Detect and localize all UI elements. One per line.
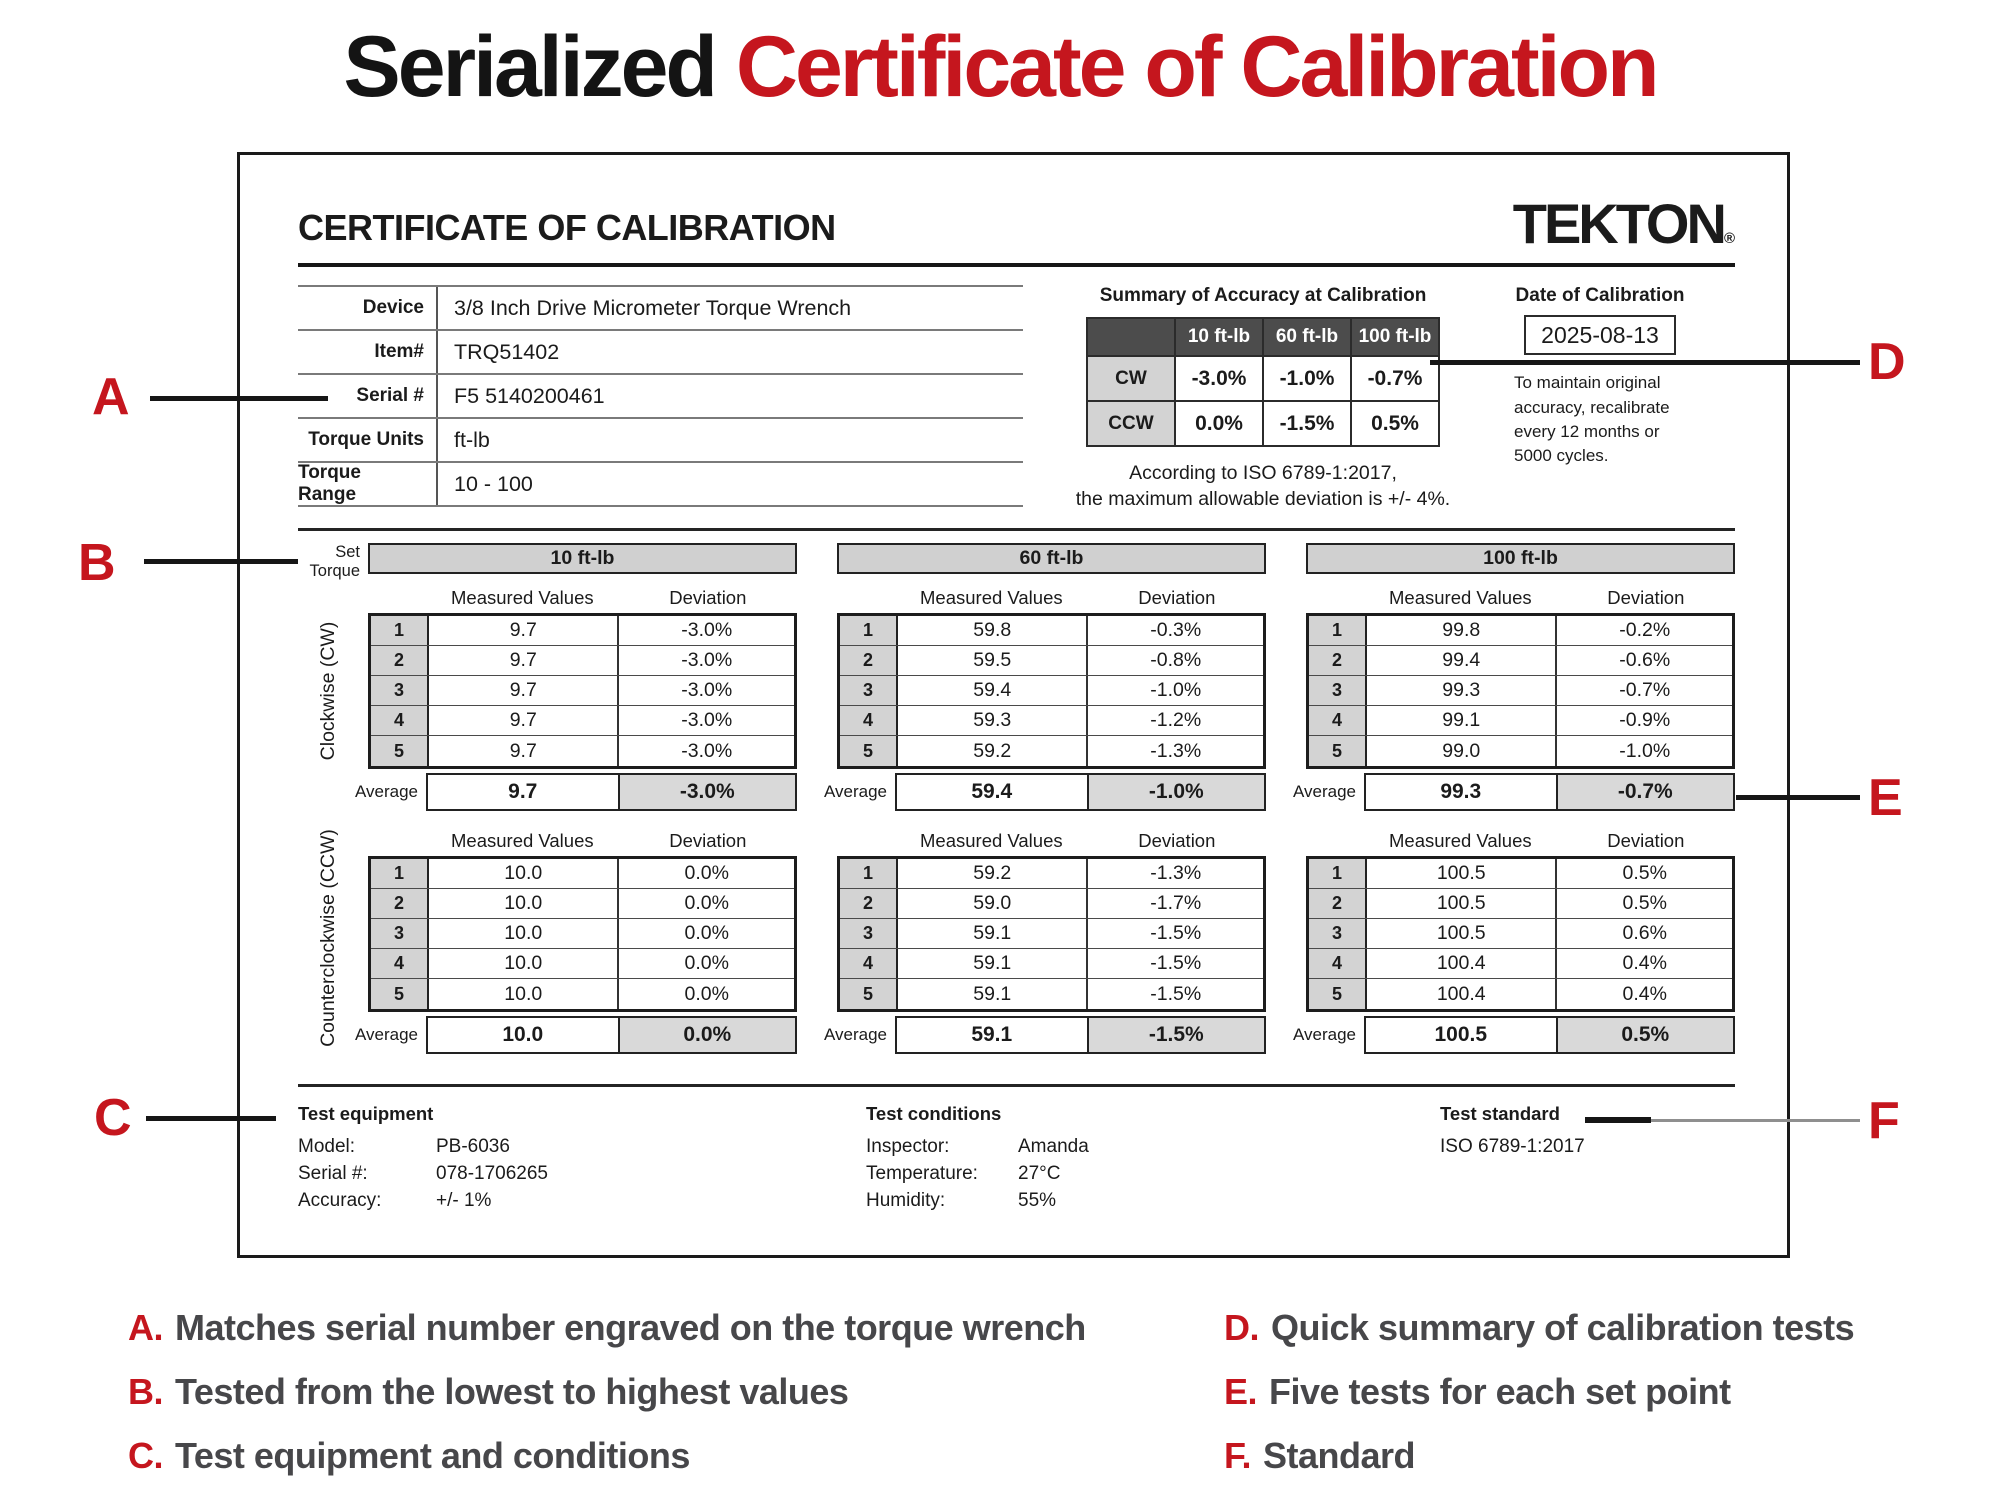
- measurement-row: [371, 979, 794, 1009]
- device-info-value: ft-lb: [454, 427, 490, 452]
- measurement-row: [1309, 646, 1732, 676]
- trial-number: 3: [371, 676, 429, 705]
- average-row: [823, 1016, 1266, 1054]
- measurement-row: [371, 889, 794, 919]
- annotation-letter-f: F: [1868, 1092, 1900, 1150]
- footer-row: [298, 1187, 866, 1214]
- deviation-value: -0.2%: [1619, 619, 1671, 642]
- deviation-value: -3.0%: [681, 739, 733, 762]
- legend-letter-c: C.: [128, 1435, 163, 1476]
- section-divider: [298, 528, 1735, 531]
- summary-title: Summary of Accuracy at Calibration: [1099, 285, 1427, 307]
- trial-number: 3: [1309, 676, 1367, 705]
- deviation-value: -0.8%: [1150, 649, 1202, 672]
- measured-value: 100.5: [1367, 859, 1557, 888]
- footer-row-label: Model:: [298, 1136, 356, 1158]
- device-info-label: Serial #: [298, 375, 438, 417]
- deviation-note: [1068, 461, 1458, 512]
- legend-letter-e: E.: [1224, 1371, 1258, 1412]
- summary-value: -1.5%: [1263, 401, 1351, 446]
- deviation-value: 0.0%: [684, 862, 729, 885]
- trial-number: 5: [371, 979, 429, 1009]
- set-torque-label-line1: Set: [335, 543, 360, 562]
- date-of-calibration-block: [1500, 285, 1700, 512]
- summary-table: [1086, 317, 1440, 447]
- legend-text-a: Matches serial number engraved on the torque wrench: [175, 1307, 1086, 1348]
- measurement-row: [840, 859, 1263, 889]
- footer-row-label: Humidity:: [866, 1190, 946, 1212]
- legend-item-f: [1224, 1432, 1415, 1480]
- legend-text-d: Quick summary of calibration tests: [1271, 1307, 1855, 1348]
- measurement-grid: [368, 613, 797, 769]
- deviation-value: -1.5%: [1150, 982, 1202, 1005]
- legend-text-f: Standard: [1263, 1435, 1416, 1476]
- measurement-grid: [368, 856, 797, 1012]
- summary-row: [1087, 356, 1439, 401]
- trial-number: 5: [1309, 736, 1367, 766]
- calibration-date-value: 2025-08-13: [1524, 315, 1676, 355]
- average-label: Average: [354, 1025, 418, 1045]
- deviation-header: Deviation: [1607, 830, 1685, 852]
- measured-value: 59.5: [898, 646, 1088, 675]
- trial-number: 4: [371, 949, 429, 978]
- page-title: [0, 18, 2000, 117]
- measured-value: 99.8: [1367, 616, 1557, 645]
- footer-row-label: Temperature:: [866, 1163, 978, 1185]
- footer-row: [866, 1133, 1440, 1160]
- device-info-row: [298, 463, 1023, 507]
- legend-item-e: [1224, 1368, 1731, 1416]
- measurement-row: [1309, 736, 1732, 766]
- footer-row: [866, 1187, 1440, 1214]
- measured-value: 10.0: [429, 859, 619, 888]
- measured-value: 99.1: [1367, 706, 1557, 735]
- measured-value: 9.7: [429, 646, 619, 675]
- device-info-row: [298, 331, 1023, 375]
- certificate-top-section: [298, 285, 1735, 512]
- legend-text-e: Five tests for each set point: [1269, 1371, 1731, 1412]
- footer-row-value: PB-6036: [436, 1136, 510, 1158]
- trial-number: 4: [840, 949, 898, 978]
- deviation-value: -1.3%: [1150, 862, 1202, 885]
- summary-col-header: 10 ft-lb: [1175, 318, 1263, 356]
- measured-value: 59.1: [898, 949, 1088, 978]
- certificate-sheet: [237, 152, 1790, 1258]
- counterclockwise-tables: [354, 825, 1735, 1054]
- clockwise-tables: [354, 582, 1735, 811]
- deviation-value: -3.0%: [681, 679, 733, 702]
- annotation-line-e: [1736, 795, 1860, 800]
- deviation-value: 0.5%: [1622, 862, 1667, 885]
- measurement-row: [371, 676, 794, 706]
- deviation-value: 0.0%: [684, 892, 729, 915]
- measurement-table-header: [368, 825, 797, 856]
- set-torque-bars: [368, 543, 1735, 574]
- average-measured-value: 59.1: [895, 1016, 1089, 1054]
- average-measured-value: 10.0: [426, 1016, 620, 1054]
- measurement-row: [840, 736, 1263, 766]
- deviation-value: 0.0%: [684, 922, 729, 945]
- measurement-row: [840, 616, 1263, 646]
- average-deviation-value: -0.7%: [1558, 773, 1735, 811]
- date-of-calibration-label: Date of Calibration: [1515, 285, 1685, 307]
- measurement-row: [1309, 706, 1732, 736]
- trial-number: 3: [840, 676, 898, 705]
- measurement-row: [840, 889, 1263, 919]
- annotation-letter-e: E: [1868, 769, 1903, 827]
- measurement-section: [298, 543, 1735, 1054]
- average-deviation-value: 0.5%: [1558, 1016, 1735, 1054]
- measured-value: 9.7: [429, 736, 619, 766]
- trial-number: 2: [1309, 646, 1367, 675]
- trial-number: 4: [840, 706, 898, 735]
- set-torque-label: [298, 543, 360, 580]
- legend-text-c: Test equipment and conditions: [175, 1435, 690, 1476]
- test-equipment-block: [298, 1103, 866, 1214]
- annotation-line-d: [1430, 360, 1860, 365]
- clockwise-axis-label: Clockwise (CW): [317, 621, 339, 761]
- summary-value: 0.0%: [1175, 401, 1263, 446]
- measured-value: 9.7: [429, 676, 619, 705]
- measured-values-header: Measured Values: [1389, 587, 1532, 609]
- deviation-value: -3.0%: [681, 649, 733, 672]
- measured-value: 59.2: [898, 736, 1088, 766]
- average-row: [823, 773, 1266, 811]
- footer-row-value: 27°C: [1018, 1163, 1061, 1185]
- summary-value: -1.0%: [1263, 356, 1351, 401]
- footer-row-value: +/- 1%: [436, 1190, 492, 1212]
- deviation-value: -0.3%: [1150, 619, 1202, 642]
- measured-value: 59.4: [898, 676, 1088, 705]
- legend-item-b: [128, 1368, 848, 1416]
- summary-col-header: 60 ft-lb: [1263, 318, 1351, 356]
- measured-value: 59.0: [898, 889, 1088, 918]
- legend-letter-f: F.: [1224, 1435, 1252, 1476]
- measurement-table: [823, 582, 1266, 811]
- measured-value: 100.5: [1367, 919, 1557, 948]
- summary-col-header: 100 ft-lb: [1351, 318, 1439, 356]
- average-deviation-value: -3.0%: [620, 773, 797, 811]
- set-torque-bar: 100 ft-lb: [1306, 543, 1735, 574]
- measured-value: 59.1: [898, 919, 1088, 948]
- measured-value: 99.0: [1367, 736, 1557, 766]
- deviation-value: -0.7%: [1619, 679, 1671, 702]
- deviation-value: -0.6%: [1619, 649, 1671, 672]
- certificate-header: [298, 192, 1735, 267]
- measurement-table-header: [837, 825, 1266, 856]
- average-deviation-value: -1.0%: [1089, 773, 1266, 811]
- trial-number: 1: [1309, 616, 1367, 645]
- trial-number: 4: [1309, 706, 1367, 735]
- device-info-value: 3/8 Inch Drive Micrometer Torque Wrench: [454, 295, 852, 320]
- measured-values-header: Measured Values: [1389, 830, 1532, 852]
- measured-value: 9.7: [429, 616, 619, 645]
- trial-number: 1: [840, 859, 898, 888]
- trial-number: 2: [371, 646, 429, 675]
- measurement-grid: [1306, 856, 1735, 1012]
- measured-value: 10.0: [429, 919, 619, 948]
- measured-values-header: Measured Values: [451, 587, 594, 609]
- measured-value: 59.8: [898, 616, 1088, 645]
- measurement-row: [1309, 919, 1732, 949]
- footer-row-value: 078-1706265: [436, 1163, 548, 1185]
- measurement-grid: [837, 613, 1266, 769]
- trial-number: 1: [1309, 859, 1367, 888]
- recalibration-note: To maintain original accuracy, recalibrate every 12 months or 5000 cycles.: [1514, 373, 1670, 465]
- average-deviation-value: -1.5%: [1089, 1016, 1266, 1054]
- measurement-row: [1309, 949, 1732, 979]
- trial-number: 1: [840, 616, 898, 645]
- trial-number: 2: [840, 646, 898, 675]
- average-measured-value: 100.5: [1364, 1016, 1558, 1054]
- test-standard-value: ISO 6789-1:2017: [1440, 1136, 1585, 1158]
- measurement-row: [371, 919, 794, 949]
- deviation-value: -1.0%: [1619, 739, 1671, 762]
- deviation-header: Deviation: [1138, 830, 1216, 852]
- measurement-table: [354, 825, 797, 1054]
- device-info-value: TRQ51402: [454, 339, 560, 364]
- deviation-value: -1.3%: [1150, 739, 1202, 762]
- test-standard-title: Test standard: [1440, 1103, 1560, 1125]
- measured-value: 59.2: [898, 859, 1088, 888]
- deviation-value: -1.2%: [1150, 709, 1202, 732]
- measurement-row: [371, 646, 794, 676]
- footer-row: [866, 1160, 1440, 1187]
- measured-values-header: Measured Values: [451, 830, 594, 852]
- legend-letter-d: D.: [1224, 1307, 1259, 1348]
- legend-item-d: [1224, 1304, 1854, 1352]
- measurement-row: [371, 706, 794, 736]
- measurement-row: [1309, 859, 1732, 889]
- trial-number: 5: [371, 736, 429, 766]
- annotation-line-c: [146, 1116, 276, 1121]
- measurement-row: [371, 949, 794, 979]
- measurement-row: [840, 646, 1263, 676]
- registered-trademark-icon: ®: [1723, 230, 1735, 247]
- measurement-row: [840, 676, 1263, 706]
- device-info-label: Torque Range: [298, 463, 438, 505]
- deviation-value: 0.4%: [1622, 952, 1667, 975]
- measurement-row: [840, 706, 1263, 736]
- legend-letter-b: B.: [128, 1371, 163, 1412]
- deviation-header: Deviation: [1138, 587, 1216, 609]
- summary-value: -3.0%: [1175, 356, 1263, 401]
- footer-row-label: Inspector:: [866, 1136, 950, 1158]
- average-label: Average: [1292, 782, 1356, 802]
- measured-value: 9.7: [429, 706, 619, 735]
- trial-number: 4: [1309, 949, 1367, 978]
- device-info-row: [298, 419, 1023, 463]
- deviation-value: 0.6%: [1622, 922, 1667, 945]
- measured-value: 59.3: [898, 706, 1088, 735]
- test-conditions-block: [866, 1103, 1440, 1214]
- device-info-table: [298, 285, 1023, 512]
- trial-number: 1: [371, 616, 429, 645]
- device-info-row: [298, 287, 1023, 331]
- deviation-header: Deviation: [1607, 587, 1685, 609]
- trial-number: 3: [840, 919, 898, 948]
- deviation-value: -3.0%: [681, 709, 733, 732]
- set-torque-bar: 60 ft-lb: [837, 543, 1266, 574]
- trial-number: 1: [371, 859, 429, 888]
- trial-number: 4: [371, 706, 429, 735]
- measurement-row: [1309, 979, 1732, 1009]
- average-row: [354, 1016, 797, 1054]
- measured-values-header: Measured Values: [920, 587, 1063, 609]
- average-deviation-value: 0.0%: [620, 1016, 797, 1054]
- measured-value: 59.1: [898, 979, 1088, 1009]
- summary-section: [1068, 285, 1735, 512]
- device-info-label: Torque Units: [298, 419, 438, 461]
- set-torque-bar: 10 ft-lb: [368, 543, 797, 574]
- measured-value: 10.0: [429, 889, 619, 918]
- average-measured-value: 99.3: [1364, 773, 1558, 811]
- measurement-table: [1292, 582, 1735, 811]
- measured-value: 10.0: [429, 979, 619, 1009]
- annotation-letter-d: D: [1868, 333, 1906, 391]
- measurement-row: [371, 736, 794, 766]
- measured-value: 99.4: [1367, 646, 1557, 675]
- measurement-table-header: [1306, 825, 1735, 856]
- set-torque-label-line2: Torque: [309, 561, 360, 580]
- device-info-value: 10 - 100: [454, 471, 533, 496]
- deviation-note-line1: According to ISO 6789-1:2017,: [1129, 462, 1397, 485]
- summary-value: 0.5%: [1351, 401, 1439, 446]
- average-row: [354, 773, 797, 811]
- annotation-letter-b: B: [78, 534, 116, 592]
- average-label: Average: [823, 782, 887, 802]
- annotation-letter-a: A: [92, 368, 130, 426]
- average-measured-value: 59.4: [895, 773, 1089, 811]
- trial-number: 3: [371, 919, 429, 948]
- footer-row: [298, 1160, 866, 1187]
- footer-row-value: Amanda: [1018, 1136, 1089, 1158]
- measurement-table: [354, 582, 797, 811]
- device-info-row: [298, 375, 1023, 419]
- deviation-value: 0.0%: [684, 982, 729, 1005]
- trial-number: 3: [1309, 919, 1367, 948]
- summary-row-label: CCW: [1087, 401, 1175, 446]
- certificate-heading: CERTIFICATE OF CALIBRATION: [298, 207, 836, 249]
- average-label: Average: [1292, 1025, 1356, 1045]
- deviation-value: -0.9%: [1619, 709, 1671, 732]
- footer-row-label: Accuracy:: [298, 1190, 382, 1212]
- device-info-value: F5 5140200461: [454, 383, 605, 408]
- trial-number: 5: [840, 979, 898, 1009]
- legend-letter-a: A.: [128, 1307, 163, 1348]
- trial-number: 5: [1309, 979, 1367, 1009]
- certificate-footer: [298, 1084, 1735, 1214]
- annotation-line-f: [1585, 1117, 1651, 1123]
- deviation-value: -1.5%: [1150, 922, 1202, 945]
- summary-value: -0.7%: [1351, 356, 1439, 401]
- annotation-line-f-thin: [1651, 1119, 1860, 1122]
- summary-row-label: CW: [1087, 356, 1175, 401]
- measurement-row: [1309, 616, 1732, 646]
- measured-values-header: Measured Values: [920, 830, 1063, 852]
- footer-row-value: 55%: [1018, 1190, 1057, 1212]
- device-info-label: Device: [298, 287, 438, 329]
- legend-text-b: Tested from the lowest to highest values: [175, 1371, 849, 1412]
- deviation-header: Deviation: [669, 830, 747, 852]
- measured-value: 100.4: [1367, 949, 1557, 978]
- measurement-row: [840, 949, 1263, 979]
- measured-value: 10.0: [429, 949, 619, 978]
- test-conditions-title: Test conditions: [866, 1103, 1002, 1125]
- average-row: [1292, 773, 1735, 811]
- average-row: [1292, 1016, 1735, 1054]
- summary-row: [1087, 401, 1439, 446]
- measurement-table: [1292, 825, 1735, 1054]
- legend-item-c: [128, 1432, 690, 1480]
- summary-header-row: [1087, 318, 1439, 356]
- test-equipment-title: Test equipment: [298, 1103, 434, 1125]
- measured-value: 99.3: [1367, 676, 1557, 705]
- tekton-logo: [1512, 192, 1735, 255]
- measured-value: 100.5: [1367, 889, 1557, 918]
- page-title-red: Certificate of Calibration: [735, 19, 1657, 115]
- measurement-row: [840, 979, 1263, 1009]
- measurement-table-header: [368, 582, 797, 613]
- measurement-row: [1309, 889, 1732, 919]
- deviation-value: 0.0%: [684, 952, 729, 975]
- measurement-table-header: [1306, 582, 1735, 613]
- deviation-header: Deviation: [669, 587, 747, 609]
- footer-row: [298, 1133, 866, 1160]
- measurement-table-header: [837, 582, 1266, 613]
- measurement-row: [371, 859, 794, 889]
- annotation-line-a: [150, 396, 328, 401]
- measurement-row: [1309, 676, 1732, 706]
- deviation-value: 0.4%: [1622, 982, 1667, 1005]
- page-title-black: Serialized: [343, 19, 715, 115]
- deviation-value: -1.5%: [1150, 952, 1202, 975]
- annotation-letter-c: C: [94, 1089, 132, 1147]
- measurement-row: [371, 616, 794, 646]
- deviation-value: -1.7%: [1150, 892, 1202, 915]
- deviation-value: -1.0%: [1150, 679, 1202, 702]
- annotation-line-b: [144, 559, 298, 564]
- counterclockwise-axis-label: Counterclockwise (CCW): [317, 829, 339, 1047]
- device-info-label: Item#: [298, 331, 438, 373]
- trial-number: 5: [840, 736, 898, 766]
- deviation-note-line2: the maximum allowable deviation is +/- 4%.: [1075, 487, 1451, 510]
- measurement-row: [840, 919, 1263, 949]
- legend-item-a: [128, 1304, 1086, 1352]
- average-label: Average: [823, 1025, 887, 1045]
- brand-name: TEKTON: [1512, 192, 1724, 255]
- average-measured-value: 9.7: [426, 773, 620, 811]
- deviation-value: -3.0%: [681, 619, 733, 642]
- summary-corner-cell: [1087, 318, 1175, 356]
- average-label: Average: [354, 782, 418, 802]
- trial-number: 2: [840, 889, 898, 918]
- measured-value: 100.4: [1367, 979, 1557, 1009]
- trial-number: 2: [1309, 889, 1367, 918]
- deviation-value: 0.5%: [1622, 892, 1667, 915]
- footer-row-label: Serial #:: [298, 1163, 368, 1185]
- measurement-table: [823, 825, 1266, 1054]
- trial-number: 2: [371, 889, 429, 918]
- measurement-grid: [837, 856, 1266, 1012]
- measurement-grid: [1306, 613, 1735, 769]
